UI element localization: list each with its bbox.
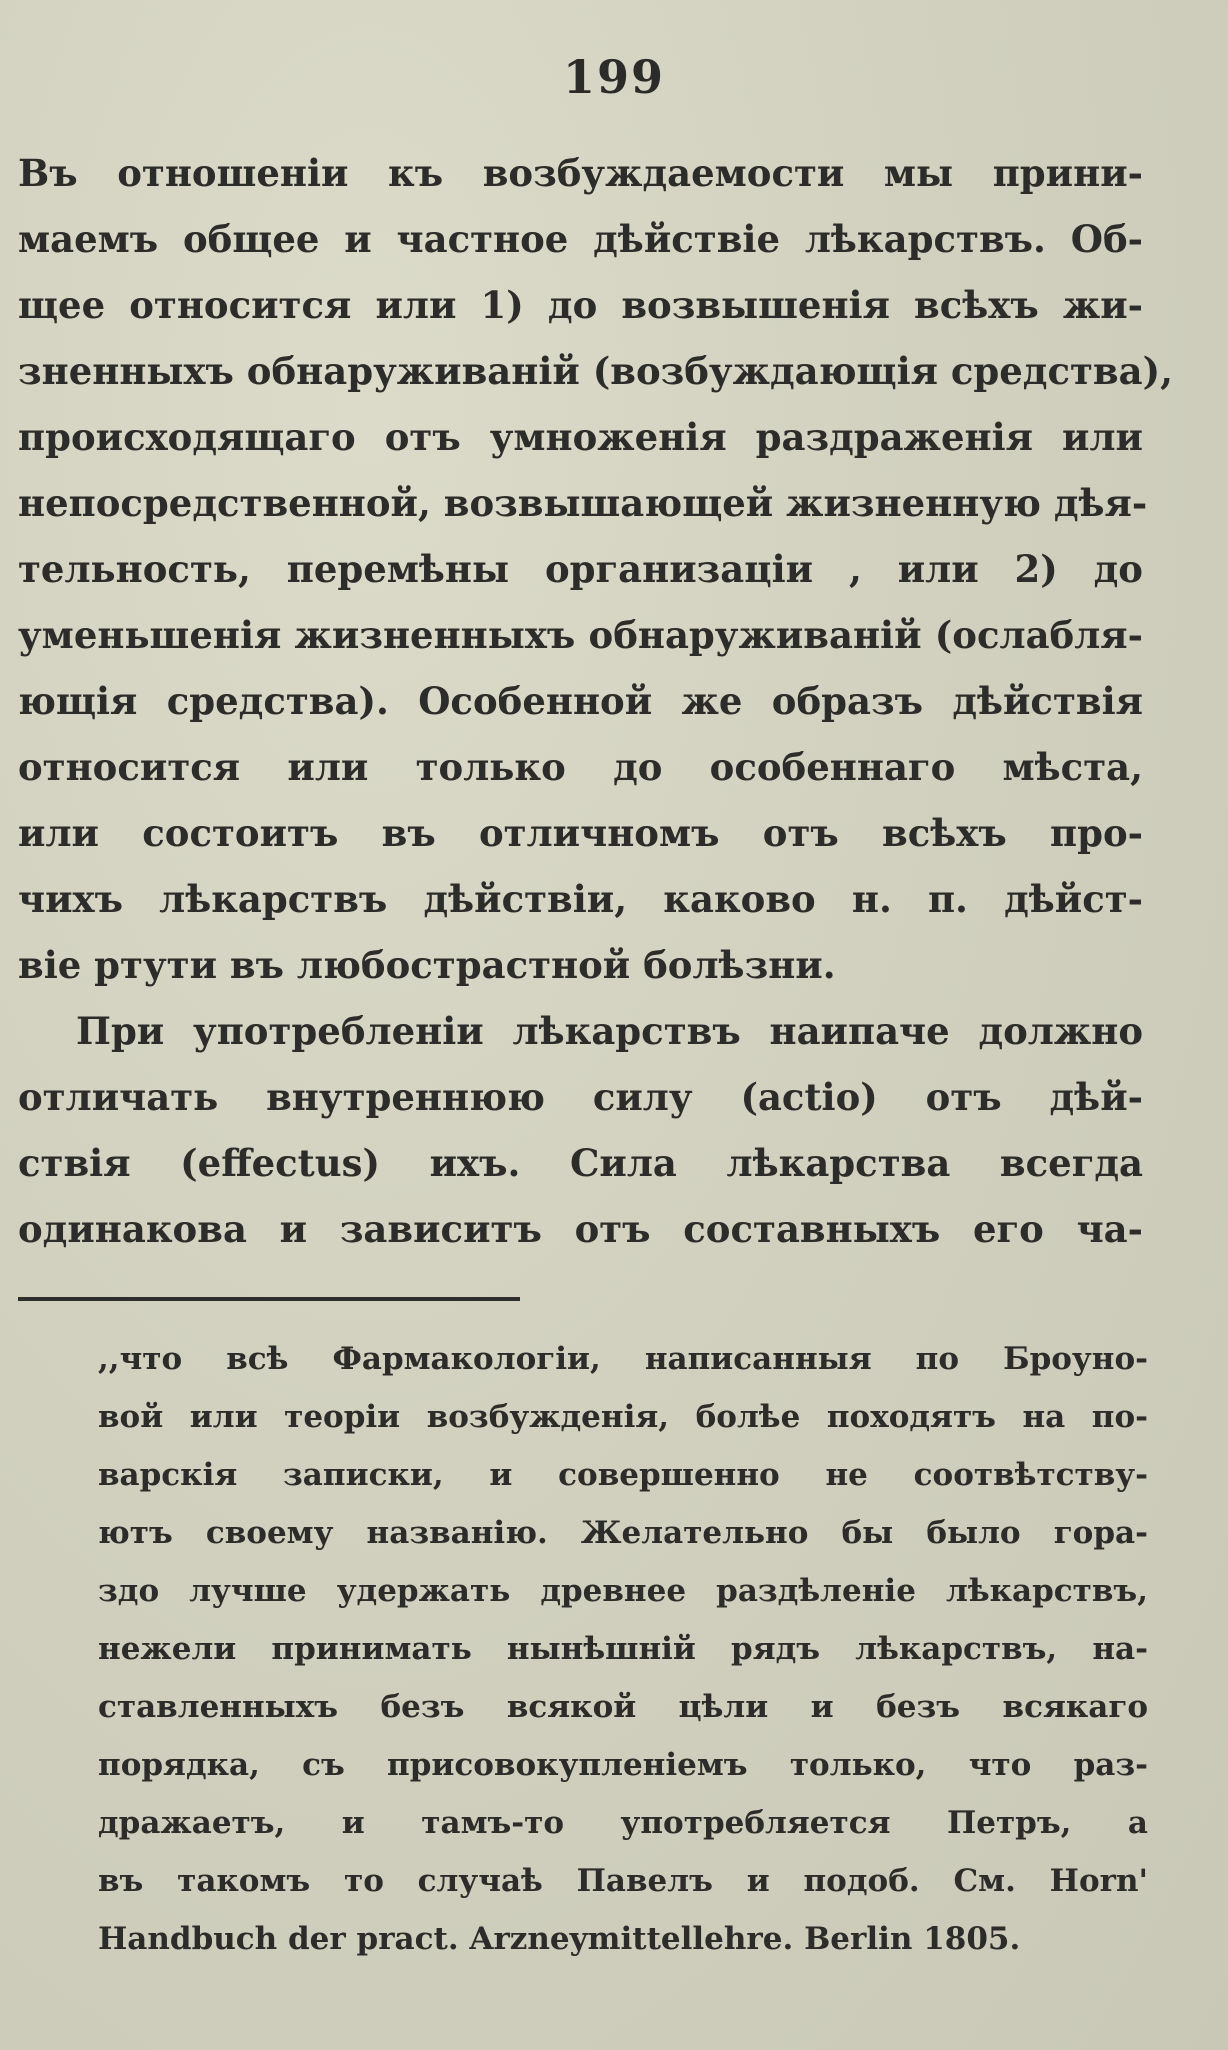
footnote-line: ставленныхъ безъ всякой цѣли и безъ всякаго [98,1689,1148,1725]
main-text-line: чихъ лѣкарствъ дѣйствiи, каково н. п. дѣйст- [18,877,1143,921]
main-text-line: или состоитъ въ отличномъ отъ всѣхъ про- [18,811,1143,855]
main-text-line: одинакова и зависитъ отъ составныхъ его ча- [18,1207,1143,1251]
main-text-line: щее относится или 1) до возвышенiя всѣхъ жи- [18,283,1143,327]
main-text-line: вiе ртути въ любострастной болѣзни. [18,943,836,987]
footnote-line: вой или теорiи возбужденiя, болѣе походятъ на по- [98,1399,1148,1435]
footnote-line: варскiя записки, и совершенно не соотвѣтству- [98,1457,1148,1493]
footnote-line: ютъ своему названiю. Желательно бы было гора- [98,1515,1148,1551]
main-text-line: При употребленiи лѣкарствъ наипаче должно [76,1009,1143,1053]
main-text-line: зненныхъ обнаруживанiй (возбуждающiя средства), [18,349,1173,393]
footnote-line: дражаетъ, и тамъ-то употребляется Петръ, а [98,1805,1148,1841]
main-text-line: тельность, перемѣны организацiи , или 2) до [18,547,1143,591]
main-text-line: Въ отношенiи къ возбуждаемости мы прини- [18,151,1143,195]
main-text-line: уменьшенiя жизненныхъ обнаруживанiй (ослабля- [18,613,1143,657]
main-text-line: ющiя средства). Особенной же образъ дѣйствiя [18,679,1143,723]
footnote-divider [18,1297,520,1301]
footnote-line: нежели принимать нынѣшнiй рядъ лѣкарствъ, на- [98,1631,1148,1667]
footnote-line: здо лучше удержать древнее раздѣленiе лѣкарствъ, [98,1573,1148,1609]
footnote-line: въ такомъ то случаѣ Павелъ и подоб. См. Horn' [98,1863,1148,1899]
page-number: 199 [562,50,666,104]
main-text-line: отличать внутреннюю силу (actio) отъ дѣй- [18,1075,1143,1119]
main-text-line: маемъ общее и частное дѣйствiе лѣкарствъ. Об- [18,217,1143,261]
footnote-line: ,,что всѣ Фармакологiи, написанныя по Броуно- [98,1341,1148,1377]
footnote-line: порядка, съ присовокупленiемъ только, что раз- [98,1747,1148,1783]
main-text-line: непосредственной, возвышающей жизненную дѣя- [18,481,1148,525]
main-text-line: относится или только до особеннаго мѣста, [18,745,1143,789]
footnote [98,1330,1148,1968]
main-text-line: происходящаго отъ умноженiя раздраженiя или [18,415,1143,459]
footnote-line: Handbuch der pract. Arzneymittellehre. Berlin 1805. [98,1921,1021,1957]
main-text-line: ствiя (effectus) ихъ. Сила лѣкарства всегда [18,1141,1143,1185]
main-text [18,140,1173,1262]
